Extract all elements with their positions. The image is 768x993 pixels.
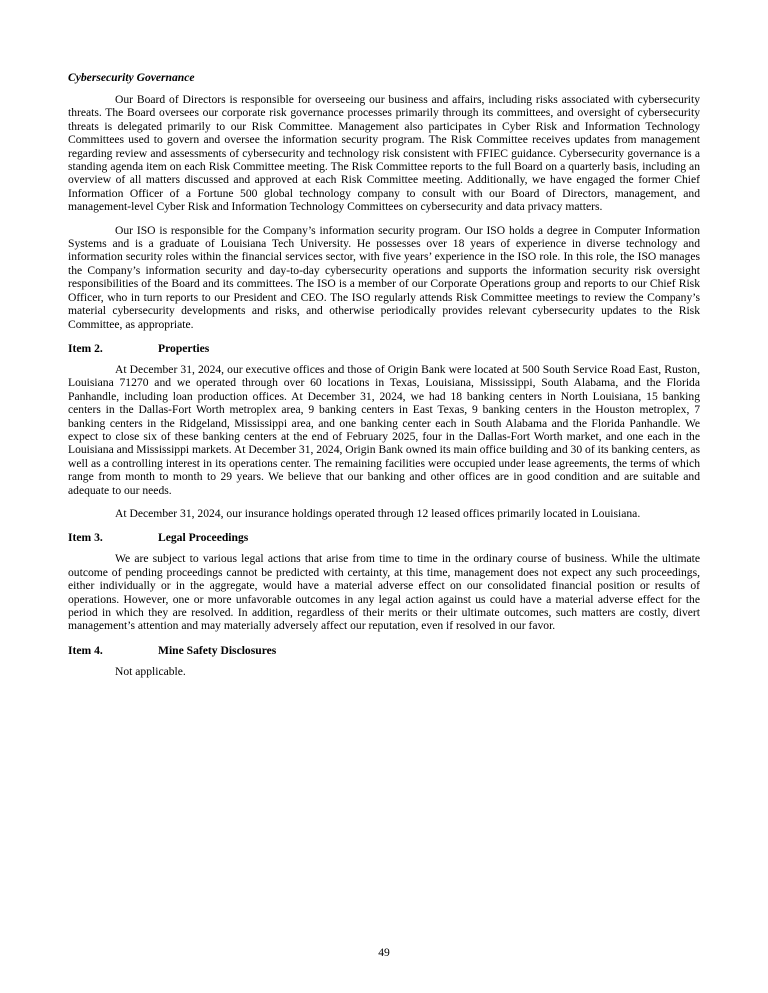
mine-safety-text: Not applicable.	[115, 664, 186, 678]
iso-paragraph: Our ISO is responsible for the Company’s information security program. Our ISO holds a degree in Computer Information Systems and is a graduate of Louisiana Tech University. He possesses over 18 years of experience in diverse technology and information security roles within the financial services sector, with five years’ experience in the ISO role. In this role, the ISO manages the Company’s information security and day-to-day cybersecurity operations and supports the information security risk oversight responsibilities of the Board and its committees. The ISO is a member of our Corporate Operations group and reports to our Chief Risk Officer, who in turn reports to our President and CEO. The ISO regularly attends Risk Committee meetings to review the Company’s material cybersecurity developments and risks, and otherwise periodically provides relevant cybersecurity updates to the Risk Committee, as appropriate.	[68, 223, 700, 331]
document-page	[68, 70, 700, 678]
item-2-number: Item 2.	[68, 341, 103, 355]
item-3-heading	[68, 530, 700, 545]
item-2-title: Properties	[158, 341, 210, 355]
item-3-title: Legal Proceedings	[158, 531, 249, 545]
insurance-offices-paragraph: At December 31, 2024, our insurance holdings operated through 12 leased offices primarily located in Louisiana.	[115, 506, 641, 520]
item-3-number: Item 3.	[68, 531, 103, 545]
board-oversight-paragraph: Our Board of Directors is responsible for overseeing our business and affairs, including risks associated with cybersecurity threats. The Board oversees our corporate risk governance processes primarily through its committees, and oversight of cybersecurity threats is delegated primarily to our Risk Committee. Management also participates in Cyber Risk and Information Technology Committees used to govern and oversee the information security program. The Risk Committee receives updates from management regarding review and assessments of cybersecurity and technology risk consistent with FFIEC guidance. Cybersecurity governance is a standing agenda item on each Risk Committee meeting. The Risk Committee reports to the full Board on a quarterly basis, including an overview of all matters discussed and approved at each Risk Committee meeting. Additionally, we have engaged the former Chief Information Officer of a Fortune 500 global technology company to consult with our Board of Directors, management, and management-level Cyber Risk and Information Technology Committees on cybersecurity and data privacy matters.	[68, 93, 700, 214]
page-number: 49	[378, 946, 390, 959]
item-4-title: Mine Safety Disclosures	[158, 643, 277, 657]
item-4-number: Item 4.	[68, 643, 103, 657]
item-2-heading	[68, 341, 700, 356]
item-4-heading	[68, 643, 700, 658]
cybersecurity-governance-heading: Cybersecurity Governance	[68, 71, 195, 84]
properties-paragraph: At December 31, 2024, our executive offices and those of Origin Bank were located at 500 South Service Road East, Ruston, Louisiana 71270 and we operated through over 60 locations in Texas, Louisiana, Mississippi, South Alabama, and the Florida Panhandle, including loan production offices. At December 31, 2024, we had 18 banking centers in North Louisiana, 15 banking centers in the Dallas-Fort Worth metroplex area, 9 banking centers in East Texas, 9 banking centers in the Houston metroplex, 7 banking centers in the Ridgeland, Mississippi area, and one banking center each in South Alabama and the Florida Panhandle. We expect to close six of these banking centers at the end of February 2025, four in the Dallas-Fort Worth market, and one each in the Louisiana and Mississippi markets. At December 31, 2024, Origin Bank owned its main office building and 30 of its banking centers, as well as a controlling interest in its operations center. The remaining facilities were occupied under lease agreements, the terms of which range from month to month to 29 years. We believe that our banking and other offices are in good condition and are suitable and adequate to our needs.	[68, 362, 700, 497]
legal-proceedings-paragraph: We are subject to various legal actions that arise from time to time in the ordinary course of business. While the ultimate outcome of pending proceedings cannot be predicted with certainty, at this time, management does not expect any such proceedings, either individually or in the aggregate, would have a material adverse effect on our consolidated financial position or results of operations. However, one or more unfavorable outcomes in any legal action against us could have a material adverse effect for the period in which they are resolved. In addition, regardless of their merits or their ultimate outcomes, such matters are costly, divert management’s attention and may materially adversely affect our reputation, even if resolved in our favor.	[68, 552, 700, 633]
